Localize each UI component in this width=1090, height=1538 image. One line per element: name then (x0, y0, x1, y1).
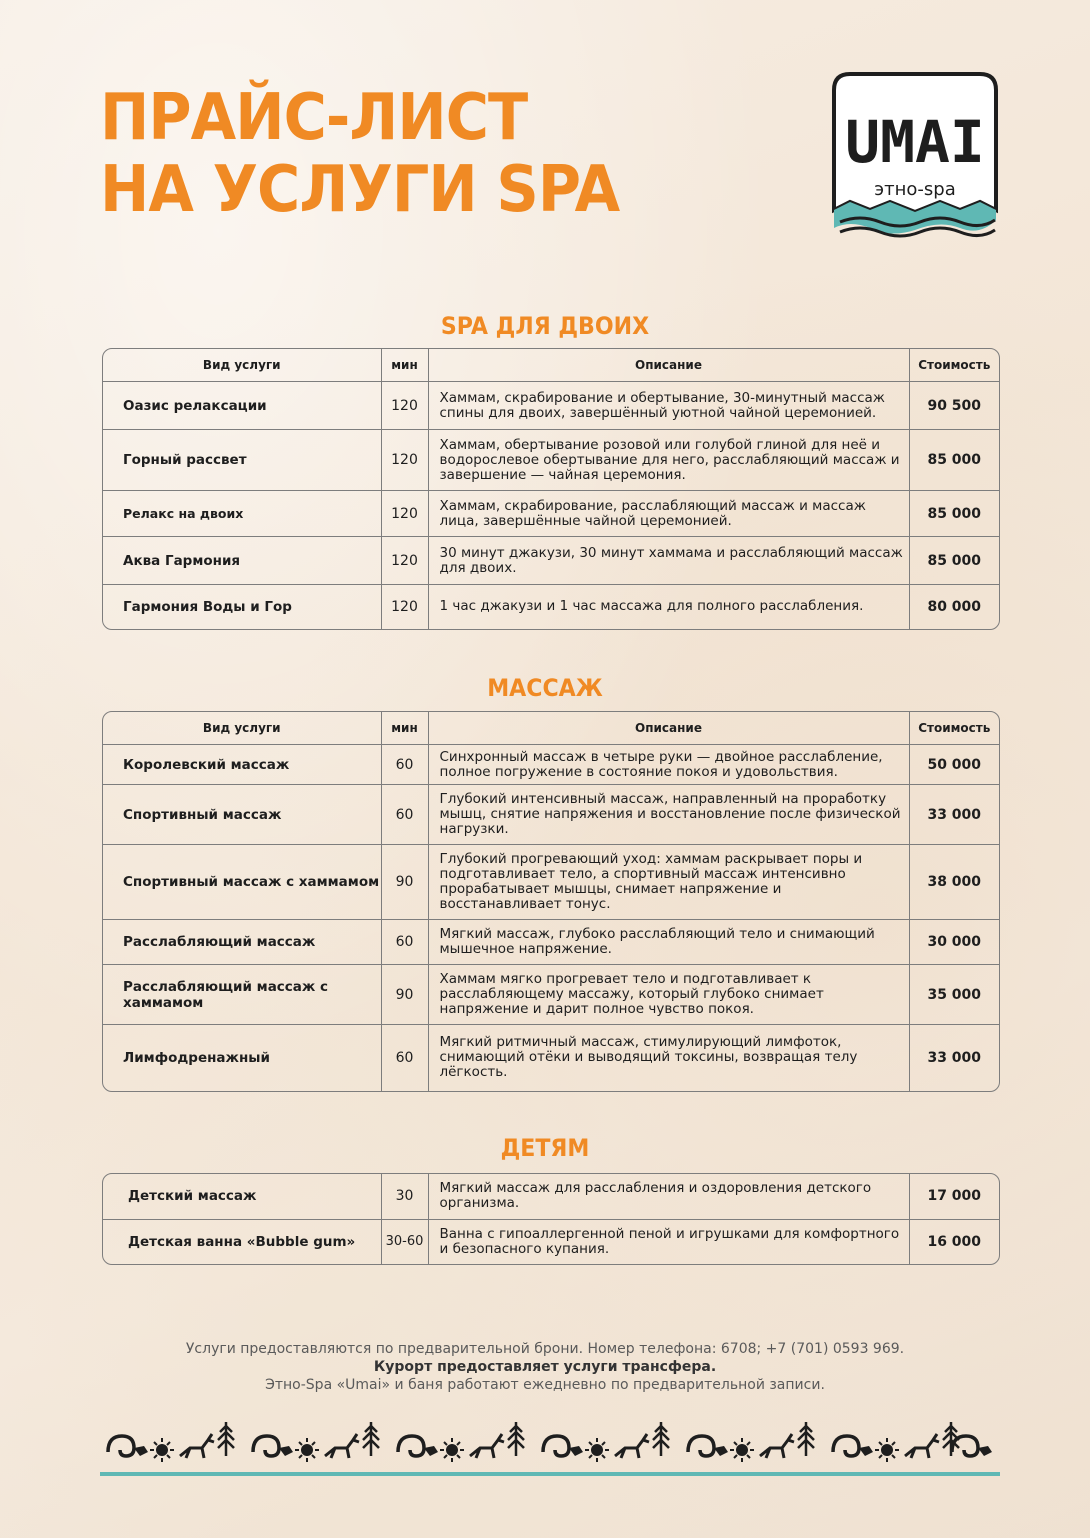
service-name: Детский массаж (103, 1174, 381, 1219)
service-description: Глубокий прогревающий уход: хаммам раскрывает поры и подготавливает тело, а спортивный массаж интенсивно прорабатывает мышцы, снимает напряжение и восстанавливает тонус. (428, 845, 909, 920)
table-row (103, 1025, 999, 1091)
table-row (103, 537, 999, 585)
service-duration: 60 (381, 1025, 428, 1091)
footer-booking-line: Услуги предоставляются по предварительной брони. Номер телефона: 6708; +7 (701) 0593 969. (185, 1341, 905, 1357)
table-row (103, 382, 999, 430)
table-row (103, 585, 999, 629)
service-price: 35 000 (909, 965, 999, 1025)
section-title-spa-for-two: SPA ДЛЯ ДВОИХ (440, 312, 650, 340)
service-description: Хаммам, скрабирование, расслабляющий массаж и массаж лица, завершённые чайной церемонией. (428, 491, 909, 537)
service-duration: 120 (381, 537, 428, 585)
header-min: мин (381, 712, 428, 745)
service-description: Синхронный массаж в четыре руки — двойное расслабление, полное погружение в состояние покоя и удовольствия. (428, 745, 909, 785)
service-name: Релакс на двоих (103, 491, 381, 537)
spa-for-two-table (102, 348, 1000, 630)
service-price: 50 000 (909, 745, 999, 785)
service-description: 1 час джакузи и 1 час массажа для полного расслабления. (428, 585, 909, 629)
service-duration: 90 (381, 845, 428, 920)
table-row (103, 920, 999, 965)
table-row (103, 745, 999, 785)
service-price: 17 000 (909, 1174, 999, 1219)
table-row (103, 1219, 999, 1264)
service-duration: 120 (381, 430, 428, 491)
service-price: 85 000 (909, 537, 999, 585)
umai-logo (830, 70, 1000, 240)
service-duration: 60 (381, 785, 428, 845)
massage-table (102, 711, 1000, 1092)
service-duration: 120 (381, 382, 428, 430)
service-price: 90 500 (909, 382, 999, 430)
service-name: Горный рассвет (103, 430, 381, 491)
section-title-massage: МАССАЖ (487, 674, 603, 702)
service-description: Мягкий ритмичный массаж, стимулирующий лимфоток, снимающий отёки и выводящий токсины, возвращая телу лёгкость. (428, 1025, 909, 1091)
table-row (103, 491, 999, 537)
service-name: Лимфодренажный (103, 1025, 381, 1091)
header-price: Стоимость (909, 712, 999, 745)
service-description: Хаммам, обертывание розовой или голубой глиной для неё и водорослевое обертывание для него, расслабляющий массаж и завершение — чайная церемония. (428, 430, 909, 491)
service-name: Спортивный массаж с хаммамом (103, 845, 381, 920)
service-description: Мягкий массаж, глубоко расслабляющий тело и снимающий мышечное напряжение. (428, 920, 909, 965)
service-price: 38 000 (909, 845, 999, 920)
table-header-row (103, 712, 999, 745)
table-row (103, 1174, 999, 1219)
service-name: Детская ванна «Bubble gum» (103, 1219, 381, 1264)
header-service: Вид услуги (103, 712, 381, 745)
footer-info (0, 1340, 1090, 1394)
service-price: 33 000 (909, 785, 999, 845)
service-description: Ванна с гипоаллергенной пеной и игрушками для комфортного и безопасного купания. (428, 1219, 909, 1264)
header-desc: Описание (428, 349, 909, 382)
page-title-line-1: ПРАЙС-ЛИСТ (100, 81, 528, 155)
table-row (103, 785, 999, 845)
header-desc: Описание (428, 712, 909, 745)
service-duration: 90 (381, 965, 428, 1025)
service-duration: 60 (381, 745, 428, 785)
table-row (103, 965, 999, 1025)
header-price: Стоимость (909, 349, 999, 382)
footer-hours-line: Этно-Spa «Umai» и баня работают ежедневно по предварительной записи. (265, 1377, 825, 1393)
footer-transfer-line: Курорт предоставляет услуги трансфера. (373, 1359, 717, 1375)
service-description: Мягкий массаж для расслабления и оздоровления детского организма. (428, 1174, 909, 1219)
header-service: Вид услуги (103, 349, 381, 382)
service-price: 80 000 (927, 598, 982, 615)
section-title-kids: ДЕТЯМ (500, 1134, 590, 1162)
service-price: 30 000 (909, 920, 999, 965)
service-duration: 60 (381, 920, 428, 965)
service-description: Хаммам, скрабирование и обертывание, 30-минутный массаж спины для двоих, завершённый уютной чайной церемонией. (428, 382, 909, 430)
service-description: Хаммам мягко прогревает тело и подготавливает к расслабляющему массажу, который глубоко снимает напряжение и дарит полное чувство покоя. (428, 965, 909, 1025)
service-price: 85 000 (909, 430, 999, 491)
service-name: Королевский массаж (103, 745, 381, 785)
service-name: Оазис релаксации (103, 382, 381, 430)
service-price: 85 000 (909, 491, 999, 537)
logo-word: UMAI (845, 108, 985, 176)
ethnic-ornament-border (100, 1412, 1000, 1482)
logo-subtitle: этно-spa (874, 179, 956, 200)
service-name: Спортивный массаж (103, 785, 381, 845)
table-header-row (103, 349, 999, 382)
service-name: Гармония Воды и Гор (103, 585, 381, 629)
table-row (103, 430, 999, 491)
service-price: 16 000 (927, 1233, 982, 1250)
header-min: мин (381, 349, 428, 382)
service-price: 33 000 (927, 1049, 982, 1066)
service-name: Расслабляющий массаж (103, 920, 381, 965)
kids-table (102, 1173, 1000, 1265)
service-description: 30 минут джакузи, 30 минут хаммама и расслабляющий массаж для двоих. (428, 537, 909, 585)
service-duration: 120 (381, 585, 428, 629)
service-name: Аква Гармония (103, 537, 381, 585)
service-description: Глубокий интенсивный массаж, направленный на проработку мышц, снятие напряжения и восстановление после физической нагрузки. (428, 785, 909, 845)
service-duration: 30 (381, 1174, 428, 1219)
service-name: Расслабляющий массаж с хаммамом (103, 965, 381, 1025)
service-duration: 30-60 (381, 1219, 428, 1264)
table-row (103, 845, 999, 920)
page-title-line-2: НА УСЛУГИ SPA (100, 153, 620, 227)
service-duration: 120 (381, 491, 428, 537)
page-title (100, 82, 619, 226)
